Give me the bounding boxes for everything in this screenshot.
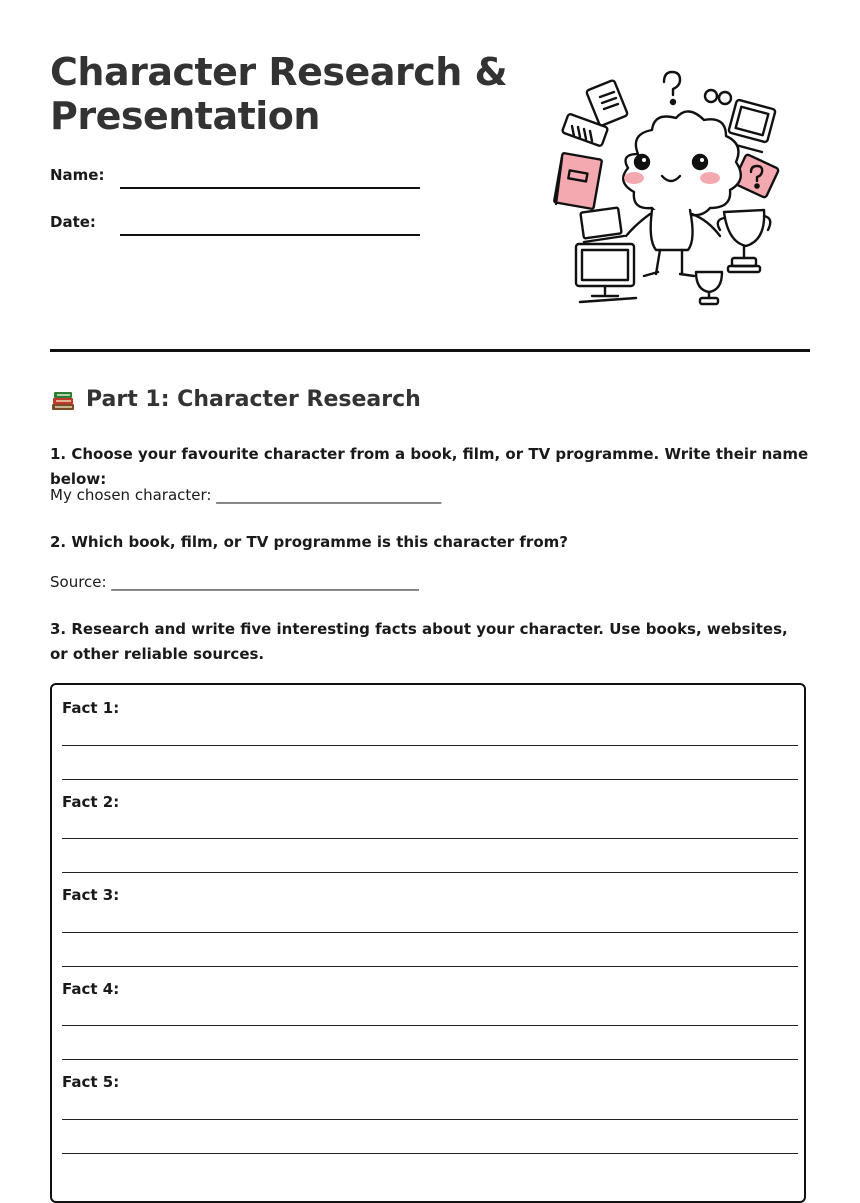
fact-write-line[interactable]	[62, 966, 798, 967]
part1-heading	[50, 387, 421, 412]
mascot-head	[623, 111, 741, 216]
mascot-body	[626, 210, 720, 276]
section-divider	[50, 349, 810, 352]
fact-label: Fact 1:	[62, 699, 120, 717]
fact-write-line[interactable]	[62, 932, 798, 933]
tablet-icon	[586, 80, 628, 126]
fact-label: Fact 4:	[62, 980, 120, 998]
fact-write-line[interactable]	[62, 1153, 798, 1154]
page-title: Character Research & Presentation	[50, 50, 508, 138]
question-2: 2. Which book, film, or TV programme is this character from?	[50, 533, 568, 551]
question-1: 1. Choose your favourite character from a book, film, or TV programme. Write their name below:	[50, 445, 809, 488]
facts-box	[50, 683, 806, 1203]
fact-write-line[interactable]	[62, 1119, 798, 1120]
trophy-icon	[718, 210, 771, 272]
mascot-illustration	[548, 64, 792, 312]
chosen-character-line[interactable]: My chosen character: ______________________________	[50, 486, 442, 504]
calculator-icon	[562, 113, 608, 146]
question-3: 3. Research and write five interesting facts about your character. Use books, websites, or other reliable sources.	[50, 620, 788, 663]
book-icon	[554, 153, 602, 209]
date-field[interactable]	[120, 234, 420, 236]
fact-label: Fact 2:	[62, 793, 120, 811]
laptop-icon	[580, 207, 624, 242]
name-label: Name:	[50, 166, 105, 184]
fact-write-line[interactable]	[62, 779, 798, 780]
part1-title: Part 1: Character Research	[86, 387, 421, 412]
fact-write-line[interactable]	[62, 1025, 798, 1026]
source-line[interactable]: Source: _________________________________________	[50, 573, 419, 591]
fact-write-line[interactable]	[62, 838, 798, 839]
date-label: Date:	[50, 213, 96, 231]
fact-write-line[interactable]	[62, 872, 798, 873]
small-trophy-icon	[696, 272, 722, 304]
fact-write-line[interactable]	[62, 1059, 798, 1060]
glasses-icon	[705, 90, 731, 104]
fact-label: Fact 3:	[62, 886, 120, 904]
books-icon	[50, 388, 76, 412]
question-mark-icon	[664, 72, 680, 104]
name-field[interactable]	[120, 187, 420, 189]
desktop-monitor-icon	[576, 244, 636, 302]
fact-label: Fact 5:	[62, 1073, 120, 1091]
fact-write-line[interactable]	[62, 745, 798, 746]
